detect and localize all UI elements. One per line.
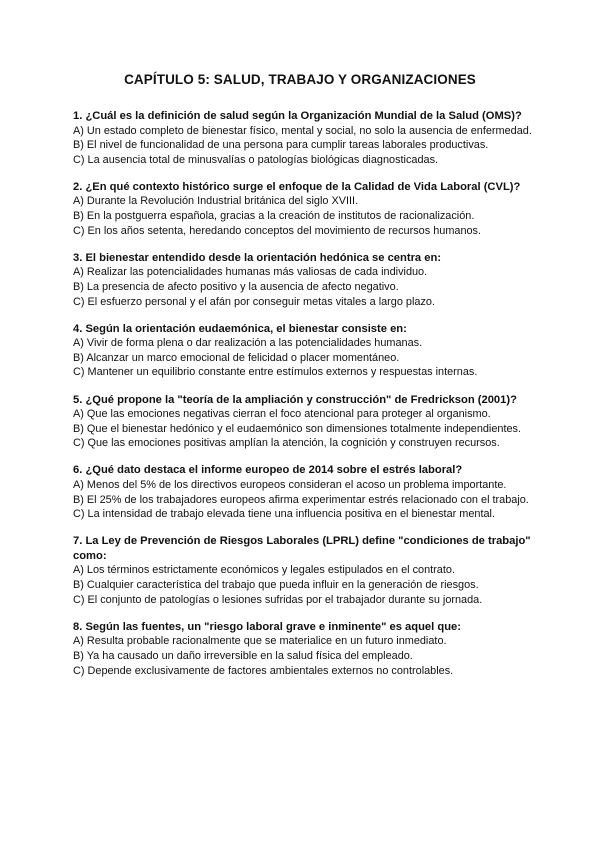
question-text: 3. El bienestar entendido desde la orientación hedónica se centra en:	[73, 251, 442, 264]
answer-option-b: B) Que el bienestar hedónico y el eudaemónico son dimensiones totalmente independientes.	[73, 422, 522, 435]
answer-option-a: A) Durante la Revolución Industrial británica del siglo XVIII.	[73, 195, 359, 208]
question-text: 1. ¿Cuál es la definición de salud según la Organización Mundial de la Salud (OMS)?	[73, 110, 522, 122]
answer-option-c: C) Depende exclusivamente de factores ambientales externos no controlables.	[73, 664, 454, 677]
question-block-8	[73, 620, 533, 678]
answer-option-c: C) En los años setenta, heredando conceptos del movimiento de recursos humanos.	[73, 224, 482, 237]
question-list	[73, 109, 533, 691]
chapter-title: CAPÍTULO 5: SALUD, TRABAJO Y ORGANIZACIONES	[124, 72, 476, 87]
answer-option-c: C) El conjunto de patologías o lesiones sufridas por el trabajador durante su jornada.	[73, 593, 483, 606]
question-block-3	[73, 251, 533, 309]
question-text: 8. Según las fuentes, un "riesgo laboral grave e inminente" es aquel que:	[73, 620, 461, 633]
answer-option-b: B) Alcanzar un marco emocional de felicidad o placer momentáneo.	[73, 351, 400, 364]
question-text: 2. ¿En qué contexto histórico surge el enfoque de la Calidad de Vida Laboral (CVL)?	[73, 180, 521, 193]
answer-option-a: A) Menos del 5% de los directivos europeos consideran el acoso un problema importante.	[73, 478, 507, 491]
answer-option-a: A) Realizar las potencialidades humanas más valiosas de cada individuo.	[73, 266, 428, 279]
answer-option-b: B) El 25% de los trabajadores europeos afirma experimentar estrés relacionado con el trabajo.	[73, 493, 529, 506]
answer-option-b: B) Ya ha causado un daño irreversible en la salud física del empleado.	[73, 649, 413, 662]
answer-option-a: A) Un estado completo de bienestar físico, mental y social, no solo la ausencia de enfermedad.	[73, 124, 532, 137]
answer-option-c: C) Mantener un equilibrio constante entre estímulos externos y respuestas internas.	[73, 366, 478, 379]
answer-option-b: B) La presencia de afecto positivo y la ausencia de afecto negativo.	[73, 280, 399, 293]
question-block-6	[73, 463, 533, 521]
answer-option-a: A) Que las emociones negativas cierran el foco atencional para proteger al organismo.	[73, 408, 491, 421]
answer-option-a: A) Los términos estrictamente económicos y legales estipulados en el contrato.	[73, 564, 455, 577]
answer-option-b: B) El nivel de funcionalidad de una persona para cumplir tareas laborales productivas.	[73, 139, 489, 152]
question-block-1	[73, 109, 533, 167]
question-text: 7. La Ley de Prevención de Riesgos Laborales (LPRL) define "condiciones de trabajo" como:	[73, 535, 531, 562]
question-text: 4. Según la orientación eudaemónica, el bienestar consiste en:	[73, 322, 407, 335]
question-text: 6. ¿Qué dato destaca el informe europeo de 2014 sobre el estrés laboral?	[73, 464, 463, 477]
question-block-4	[73, 322, 533, 380]
answer-option-c: C) Que las emociones positivas amplían la atención, la cognición y construyen recursos.	[73, 437, 500, 450]
answer-option-b: B) Cualquier característica del trabajo que pueda influir en la generación de riesgos.	[73, 579, 479, 592]
question-block-7	[73, 534, 533, 607]
question-text: 5. ¿Qué propone la "teoría de la ampliación y construcción" de Fredrickson (2001)?	[73, 393, 517, 406]
answer-option-c: C) El esfuerzo personal y el afán por conseguir metas vitales a largo plazo.	[73, 295, 435, 308]
question-block-2	[73, 180, 533, 238]
answer-option-c: C) La intensidad de trabajo elevada tiene una influencia positiva en el bienestar mental.	[73, 508, 495, 521]
answer-option-c: C) La ausencia total de minusvalías o patologías biológicas diagnosticadas.	[73, 153, 439, 166]
question-block-5	[73, 393, 533, 451]
answer-option-b: B) En la postguerra española, gracias a la creación de institutos de racionalización.	[73, 210, 475, 223]
answer-option-a: A) Resulta probable racionalmente que se materialice en un futuro inmediato.	[73, 635, 447, 648]
answer-option-a: A) Vivir de forma plena o dar realización a las potencialidades humanas.	[73, 337, 423, 350]
